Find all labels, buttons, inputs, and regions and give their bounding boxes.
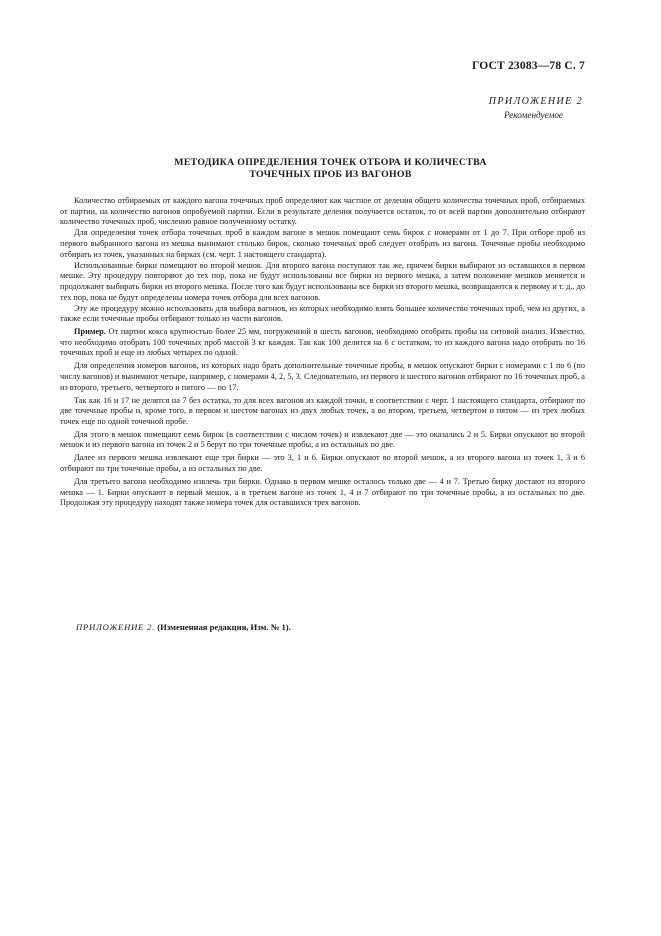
paragraph-1: Количество отбираемых от каждого вагона точечных проб определяют как частное от деления общего количества точечных проб, отбираемых от партии, на количество вагонов опробуемой партии. Если в результате деления получается остаток, то от всей партии дополнительно отбирают количество точечных проб, численно равное полученному остатку. — [60, 196, 585, 227]
example-text: От партии кокса крупностью более 25 мм, погруженной в шесть вагонов, необходимо отобрать пробы на ситовой анализ. Известно, что необходимо отобрать 100 точечных проб массой 3 кг каждая. Так как 100 делится на 6 с остатком, то из каждого вагона надо отобрать по 16 точечных проб и еще из любых четырех по одной. — [60, 327, 585, 358]
title-line-1: МЕТОДИКА ОПРЕДЕЛЕНИЯ ТОЧЕК ОТБОРА И КОЛИЧЕСТВА — [174, 157, 487, 168]
paragraph-8: Для этого в мешок помещают семь бирок (в соответствии с числом точек) и извлекают две — это оказались 2 и 5. Бирки опускают во второй мешок и из первого вагона из точек 2 и 5 берут по три точечные пробы, а из остальных по две. — [60, 429, 585, 450]
amendment-text: (Измененная редакция, Изм. № 1). — [155, 622, 291, 632]
title-line-2: ТОЧЕЧНЫХ ПРОБ ИЗ ВАГОНОВ — [249, 169, 412, 180]
example-lead: Пример. — [74, 327, 106, 337]
amendment-note — [76, 622, 291, 632]
paragraph-6: Для определения номеров вагонов, из которых надо брать дополнительные точечные пробы, в мешок опускают бирки с номерами с 1 по 6 (по числу вагонов) и вынимают четыре, например, с номерами 4, 2, 5, 3. Следовательно, из первого и шестого вагонов отбирают по 16 точечных проб, а из второго, третьего, четвертого и пятого — по 17. — [60, 361, 585, 392]
appendix-label: ПРИЛОЖЕНИЕ 2 — [488, 96, 583, 107]
example-paragraph — [60, 327, 585, 359]
page-header-code: ГОСТ 23083—78 С. 7 — [472, 60, 585, 72]
paragraph-10: Для третьего вагона необходимо извлечь три бирки. Однако в первом мешке осталось только две — 4 и 7. Третью бирку достают из второго мешка — 1. Бирки опускают в первый мешок, а в третьем вагоне из точек 1, 4 и 7 отбирают по три точечные пробы, а из остальных по две. Продолжая эту процедуру находят также номера точек для оставшихся трех вагонов. — [60, 476, 585, 508]
appendix-status: Рекомендуемое — [503, 110, 563, 120]
body-text — [60, 196, 585, 511]
paragraph-9: Далее из первого мешка извлекают еще три бирки — это 3, 1 и 6. Бирки опускают во второй мешок, а из второго вагона из точек 1, 3 и 6 отбирают по три точечные пробы, а из остальных по две. — [60, 453, 585, 473]
document-title — [60, 157, 601, 181]
paragraph-7: Так как 16 и 17 не делятся на 7 без остатка, то для всех вагонов из каждой точки, в соответствии с черт. 1 настоящего стандарта, отбирают по две точечные пробы и, кроме того, в первом и шестом вагонах из двух любых точек, а во втором, третьем, четвертом и пятом — из трех любых точек еще по одной точечной пробе. — [60, 395, 585, 426]
paragraph-2: Для определения точек отбора точечных проб в каждом вагоне в мешок помещают семь бирок с номерами от 1 до 7. При отборе проб из первого выбранного вагона из мешка вынимают столько бирок, сколько точечных проб следует отобрать из вагона. Точечные пробы необходимо отбирать из точек, указанных на бирках (см. черт. 1 настоящего стандарта). — [60, 228, 585, 259]
paragraph-3: Использованные бирки помещают во второй мешок. Для второго вагона поступают так же, причем бирки выбирают из оставшихся в первом мешке. Эту процедуру повторяют до тех пор, пока не будут использованы все бирки из первого мешка, а затем положение мешков меняется и продолжают выбирать бирки из второго мешка. После того как будут использованы все бирки из второго мешка, возвращаются к первому и т. д., до тех пор, пока не будут определены номера точек отбора для всех вагонов. — [60, 260, 585, 302]
amendment-label: ПРИЛОЖЕНИЕ 2. — [76, 622, 156, 632]
paragraph-4: Эту же процедуру можно использовать для выбора вагонов, из которых необходимо взять большее количество точечных проб, чем из других, а также если точечные пробы отбирают только из части вагонов. — [60, 303, 585, 324]
